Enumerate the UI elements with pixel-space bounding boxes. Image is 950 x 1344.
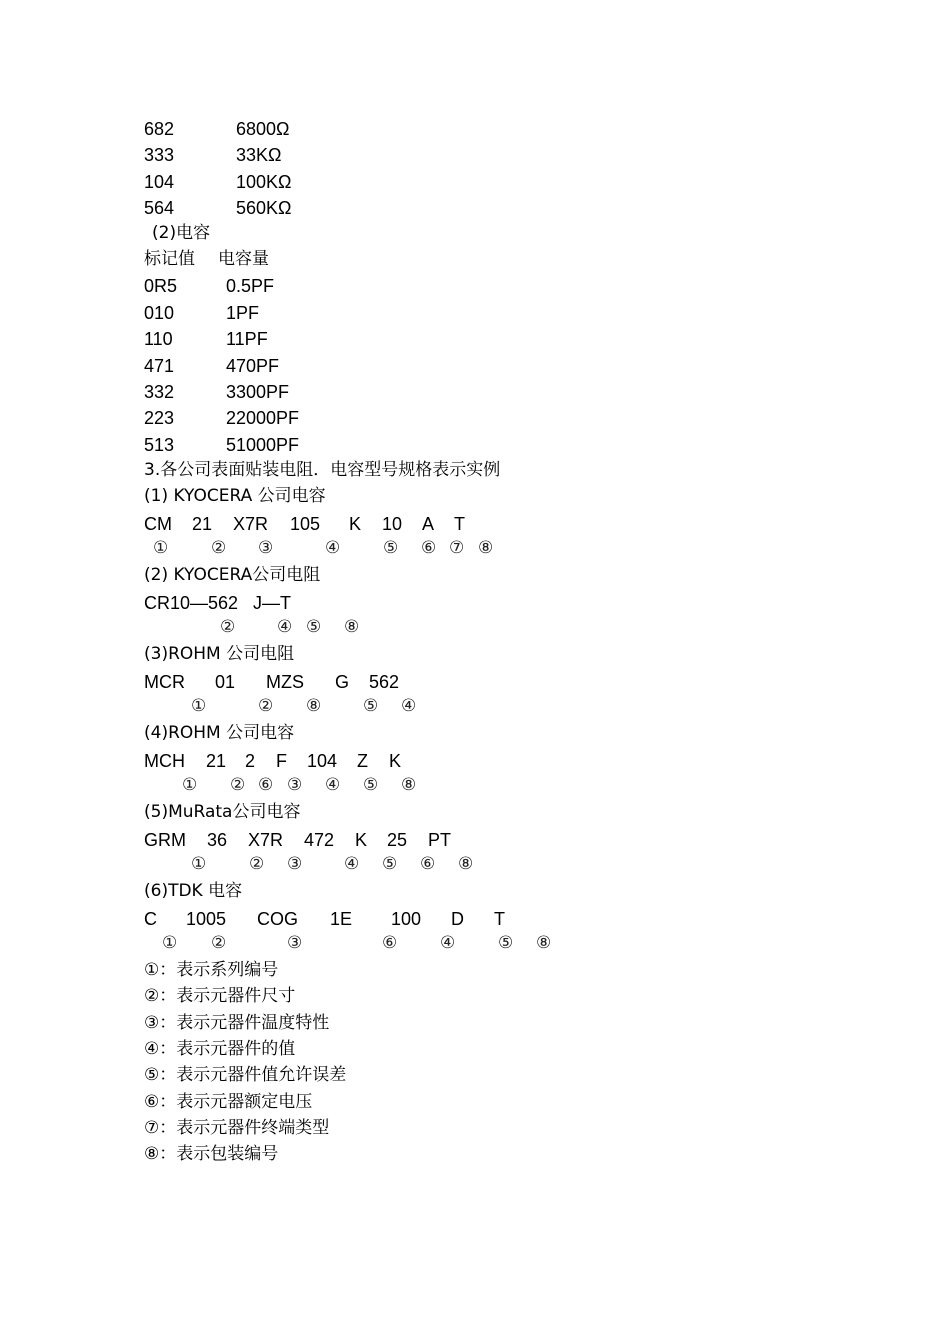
circled-number-marker: ④ [325,775,341,795]
part-segment: K [355,830,368,850]
circled-number-marker: ③ [287,933,303,953]
part-segment: F [276,751,287,771]
marker-line [144,772,417,798]
capacitor-code: 471 [144,356,175,376]
capacitor-row [144,353,280,379]
part-segment: CM [144,514,172,534]
circled-number-marker: ⑤ [382,854,398,874]
circled-number-marker: ④ [401,696,417,716]
part-segment: MCR [144,672,185,692]
legend-item: ③：表示元器件温度特性 [144,1013,330,1033]
circled-number-marker: ⑤ [363,696,379,716]
part-code-line [144,827,452,853]
part-segment: A [422,514,435,534]
part-segment: 01 [215,672,236,692]
part-segment: 21 [192,514,213,534]
legend-item: ⑤：表示元器件值允许误差 [144,1065,347,1085]
circled-number-marker: ② [258,696,274,716]
part-code-line [144,511,465,537]
capacitor-row [144,405,300,431]
legend-item: ①：表示系列编号 [144,960,279,980]
circled-number-marker: ① [153,538,169,558]
circled-number-marker: ⑦ [449,538,465,558]
capacitor-code: 332 [144,382,175,402]
capacitor-code: 513 [144,435,175,455]
capacitor-row [144,326,268,352]
part-segment: 1E [330,909,353,929]
capacitor-value: 22000PF [226,408,300,428]
example-heading: (6)TDK 电容 [144,881,243,901]
capacitor-row [144,300,260,326]
resistor-row [144,116,290,142]
circled-number-marker: ⑤ [306,617,322,637]
circled-number-marker: ⑥ [420,854,436,874]
part-segment: G [335,672,350,692]
circled-number-marker: ⑧ [401,775,417,795]
part-segment: 2 [245,751,256,771]
example-heading: (5)MuRata公司电容 [144,802,301,822]
part-segment: PT [428,830,452,850]
circled-number-marker: ④ [277,617,293,637]
capacitor-column-headers [144,246,269,272]
capacitor-heading: (2)电容 [152,223,211,243]
part-segment: C [144,909,157,929]
capacitor-value: 3300PF [226,382,290,402]
part-segment: 100 [391,909,422,929]
example-heading: (1) KYOCERA 公司电容 [144,486,326,506]
example-heading: (4)ROHM 公司电容 [144,723,295,743]
marker-line [144,851,474,877]
capacitor-row [144,432,300,458]
part-segment: 472 [304,830,335,850]
resistor-code: 104 [144,172,175,192]
legend-item: ②：表示元器件尺寸 [144,986,296,1006]
circled-number-marker: ② [249,854,265,874]
circled-number-marker: ⑤ [383,538,399,558]
circled-number-marker: ② [220,617,236,637]
capacitor-code: 110 [144,329,173,349]
part-code-line: CR10—562 J—T [144,593,292,613]
circled-number-marker: ② [230,775,246,795]
resistor-code: 682 [144,119,175,139]
resistor-row [144,169,292,195]
circled-number-marker: ② [211,933,227,953]
circled-number-marker: ⑥ [421,538,437,558]
part-segment: T [494,909,505,929]
resistor-value: 100KΩ [236,172,292,192]
circled-number-marker: ④ [344,854,360,874]
capacitor-code: 010 [144,303,175,323]
part-segment: 36 [207,830,228,850]
part-segment: 1005 [186,909,227,929]
circled-number-marker: ② [211,538,227,558]
column-header-code: 标记值 [144,249,195,269]
resistor-value: 6800Ω [236,119,290,139]
circled-number-marker: ⑤ [363,775,379,795]
marker-line [144,930,552,956]
circled-number-marker: ⑥ [258,775,274,795]
legend-item: ⑦：表示元器件终端类型 [144,1118,330,1138]
part-segment: K [349,514,362,534]
circled-number-marker: ⑧ [344,617,360,637]
legend-item: ④：表示元器件的值 [144,1039,296,1059]
part-segment: COG [257,909,299,929]
resistor-value: 560KΩ [236,198,292,218]
capacitor-value: 470PF [226,356,280,376]
example-heading: (2) KYOCERA公司电阻 [144,565,321,585]
part-segment: 21 [206,751,227,771]
part-segment: 562 [369,672,400,692]
circled-number-marker: ③ [287,854,303,874]
capacitor-value: 11PF [226,329,268,349]
capacitor-row [144,273,275,299]
resistor-row [144,195,292,221]
circled-number-marker: ⑧ [478,538,494,558]
circled-number-marker: ① [162,933,178,953]
legend-item: ⑥：表示元器额定电压 [144,1092,313,1112]
part-segment: T [454,514,465,534]
part-segment: K [389,751,402,771]
part-segment: GRM [144,830,186,850]
circled-number-marker: ① [182,775,198,795]
circled-number-marker: ① [191,854,207,874]
part-segment: MCH [144,751,185,771]
part-segment: Z [357,751,368,771]
part-segment: 10 [382,514,403,534]
part-segment: 25 [387,830,408,850]
part-segment: X7R [233,514,269,534]
circled-number-marker: ① [191,696,207,716]
capacitor-value: 1PF [226,303,260,323]
marker-line [144,614,360,640]
legend-item: ⑧：表示包装编号 [144,1144,279,1164]
column-header-value: 电容量 [218,249,269,269]
marker-line [144,535,494,561]
section-title: 3.各公司表面贴装电阻．电容型号规格表示实例 [144,460,501,480]
resistor-row [144,142,282,168]
part-code-line [144,669,400,695]
capacitor-code: 0R5 [144,276,178,296]
circled-number-marker: ⑧ [306,696,322,716]
resistor-code: 564 [144,198,175,218]
part-code-line [144,748,402,774]
part-segment: MZS [266,672,304,692]
resistor-code: 333 [144,145,175,165]
circled-number-marker: ④ [440,933,456,953]
capacitor-value: 0.5PF [226,276,275,296]
circled-number-marker: ④ [325,538,341,558]
circled-number-marker: ③ [258,538,274,558]
capacitor-row [144,379,290,405]
part-code-line [144,906,505,932]
part-segment: 105 [290,514,321,534]
example-heading: (3)ROHM 公司电阻 [144,644,295,664]
capacitor-code: 223 [144,408,175,428]
marker-line [144,693,417,719]
circled-number-marker: ③ [287,775,303,795]
circled-number-marker: ⑤ [498,933,514,953]
part-segment: 104 [307,751,338,771]
circled-number-marker: ⑥ [382,933,398,953]
part-segment: X7R [248,830,284,850]
circled-number-marker: ⑧ [458,854,474,874]
capacitor-value: 51000PF [226,435,300,455]
part-segment: D [451,909,464,929]
resistor-value: 33KΩ [236,145,282,165]
circled-number-marker: ⑧ [536,933,552,953]
